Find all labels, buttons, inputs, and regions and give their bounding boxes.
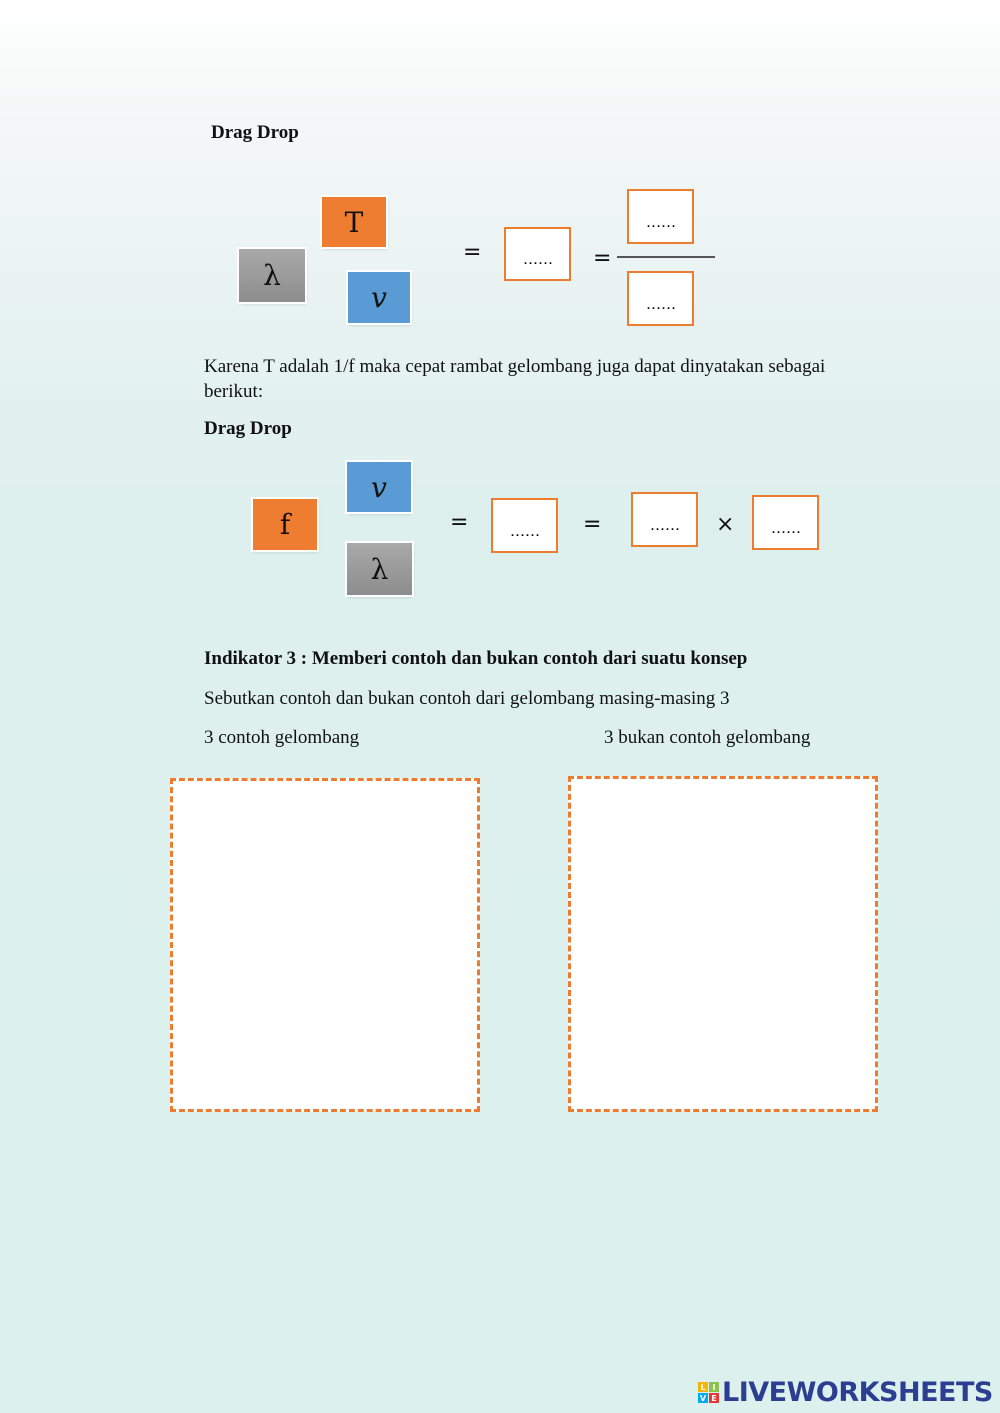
- drop-zone-numerator[interactable]: ......: [627, 189, 694, 244]
- fraction-line: [617, 256, 715, 258]
- equals-sign: =: [583, 512, 602, 537]
- drop-zone-factor-1[interactable]: ......: [631, 492, 698, 547]
- drag-drop-heading-2: Drag Drop: [204, 418, 292, 439]
- multiply-sign: ×: [716, 512, 735, 537]
- tile-velocity-v-2[interactable]: 𝑣: [347, 462, 411, 512]
- drop-zone-denominator[interactable]: ......: [627, 271, 694, 326]
- equals-sign: =: [450, 510, 469, 535]
- instruction-text: Sebutkan contoh dan bukan contoh dari gelombang masing-masing 3: [204, 688, 730, 709]
- tile-lambda-2[interactable]: λ: [347, 543, 412, 595]
- liveworksheets-logo: [698, 1377, 993, 1408]
- equals-sign: =: [463, 240, 482, 265]
- right-box-label: 3 bukan contoh gelombang: [604, 727, 811, 748]
- drop-zone-factor-2[interactable]: ......: [752, 495, 819, 550]
- drop-zone-v[interactable]: ......: [504, 227, 571, 281]
- logo-wordmark: LIVEWORKSHEETS: [722, 1377, 993, 1408]
- logo-mark-icon: L I V E: [698, 1382, 719, 1403]
- examples-answer-input[interactable]: [173, 781, 477, 1109]
- tile-frequency-f[interactable]: f: [253, 499, 317, 550]
- examples-answer-box[interactable]: [170, 778, 480, 1112]
- drop-zone-v-2[interactable]: ......: [491, 498, 558, 553]
- explanation-paragraph: Karena T adalah 1/f maka cepat rambat gelombang juga dapat dinyatakan sebagai berikut:: [204, 356, 826, 402]
- tile-lambda-1[interactable]: λ: [239, 249, 305, 302]
- tile-period-T[interactable]: T: [322, 197, 386, 247]
- tile-velocity-v-1[interactable]: 𝑣: [348, 272, 410, 323]
- equals-sign: =: [593, 246, 612, 271]
- non-examples-answer-box[interactable]: [568, 776, 878, 1112]
- indikator-title: Indikator 3 : Memberi contoh dan bukan contoh dari suatu konsep: [204, 648, 748, 669]
- left-box-label: 3 contoh gelombang: [204, 727, 360, 748]
- non-examples-answer-input[interactable]: [571, 779, 875, 1109]
- drag-drop-heading-1: Drag Drop: [211, 122, 299, 143]
